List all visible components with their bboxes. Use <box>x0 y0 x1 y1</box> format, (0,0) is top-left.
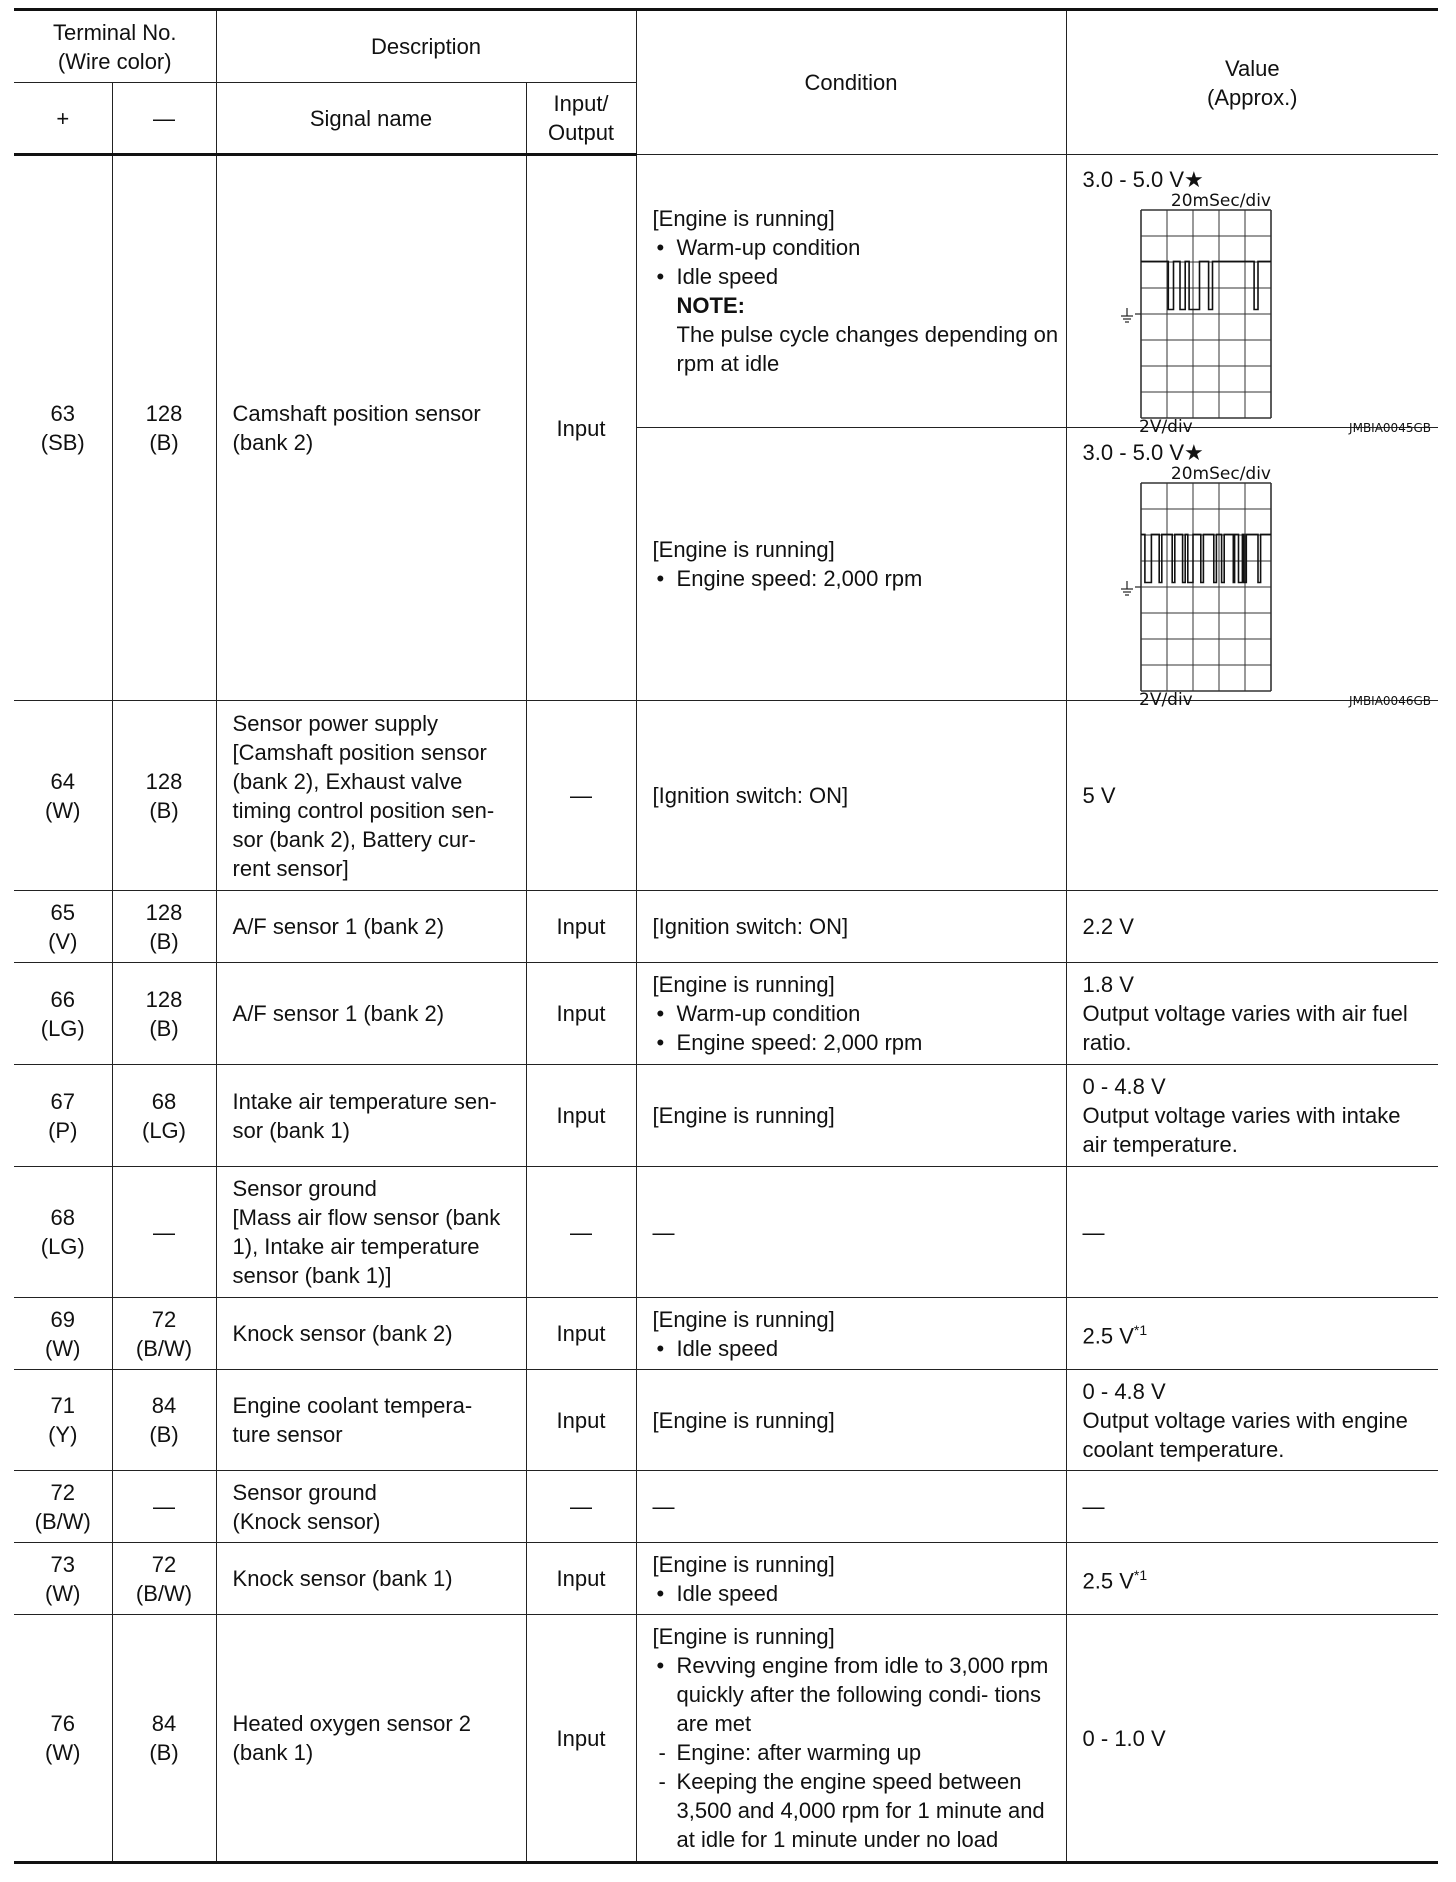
signal-name: Intake air temperature sen- sor (bank 1) <box>216 1065 526 1167</box>
terminal-plus: 65 (V) <box>14 891 112 963</box>
signal-name: Engine coolant tempera- ture sensor <box>216 1370 526 1471</box>
condition-head: [Ignition switch: ON] <box>652 783 849 808</box>
condition-dash-item: - Engine: after warming up <box>653 1738 1060 1767</box>
condition-bullet: • Idle speed <box>653 1334 1060 1363</box>
terminal-plus: 72 (B/W) <box>14 1471 112 1543</box>
value-text: 3.0 - 5.0 V★ <box>1082 167 1204 192</box>
table-row <box>14 701 1438 891</box>
table-row <box>14 1615 1438 1863</box>
value-text: 0 - 1.0 V <box>1082 1725 1166 1751</box>
header-input-output: Input/ Output <box>526 83 636 155</box>
oscilloscope-waveform <box>1067 428 1439 710</box>
terminal-minus: 128 (B) <box>112 891 216 963</box>
condition-cell <box>636 1298 1066 1370</box>
value-text: 5 V <box>1082 783 1116 808</box>
input-output: Input <box>526 1370 636 1471</box>
value-cell <box>1066 891 1438 963</box>
condition-bullet: • Revving engine from idle to 3,000 rpm quickly after the following condi- tions are met <box>653 1651 1060 1738</box>
value-text: 2.5 V <box>1082 1568 1134 1594</box>
terminal-plus: 73 (W) <box>14 1543 112 1615</box>
terminal-minus: 68 (LG) <box>112 1065 216 1167</box>
timebase-label: 20mSec/div <box>1170 464 1271 484</box>
condition-cell <box>636 1543 1066 1615</box>
condition-cell <box>636 701 1066 891</box>
input-output: — <box>526 1167 636 1298</box>
condition-head: [Engine is running] <box>652 1306 835 1332</box>
ground-icon <box>1121 581 1141 595</box>
signal-name: Sensor ground (Knock sensor) <box>216 1471 526 1543</box>
table-row <box>14 1543 1438 1615</box>
terminal-minus: 84 (B) <box>112 1370 216 1471</box>
table-row <box>14 1065 1438 1167</box>
table-row <box>14 891 1438 963</box>
condition-head: [Ignition switch: ON] <box>652 914 849 939</box>
input-output: Input <box>526 963 636 1065</box>
timebase-label: 20mSec/div <box>1170 191 1271 211</box>
vscale-label: 2V/div <box>1138 417 1193 437</box>
terminal-plus: 71 (Y) <box>14 1370 112 1471</box>
value-cell <box>1066 1471 1438 1543</box>
value-cell <box>1066 1167 1438 1298</box>
condition-head: [Engine is running] <box>652 1551 835 1577</box>
condition-cell <box>636 963 1066 1065</box>
signal-name: Sensor ground [Mass air flow sensor (bank 1), Intake air temperature sensor (bank 1)] <box>216 1167 526 1298</box>
condition-bullet: • Idle speed <box>653 262 1060 291</box>
footnote-ref: *1 <box>1133 1322 1148 1339</box>
terminal-minus: — <box>112 1167 216 1298</box>
input-output: Input <box>526 1298 636 1370</box>
terminal-plus: 68 (LG) <box>14 1167 112 1298</box>
signal-name: Heated oxygen sensor 2 (bank 1) <box>216 1615 526 1863</box>
terminal-minus: 128 (B) <box>112 701 216 891</box>
input-output: Input <box>526 1065 636 1167</box>
terminal-plus: 63 (SB) <box>14 155 112 701</box>
ecm-terminal-table <box>14 8 1438 1864</box>
footnote-ref: *1 <box>1133 1567 1148 1584</box>
table-row <box>14 1298 1438 1370</box>
condition-bullet: • Idle speed <box>653 1579 1060 1608</box>
signal-name: Knock sensor (bank 2) <box>216 1298 526 1370</box>
header-condition: Condition <box>636 10 1066 155</box>
value-cell <box>1066 963 1438 1065</box>
terminal-minus: 72 (B/W) <box>112 1298 216 1370</box>
value-text: 0 - 4.8 V Output voltage varies with engine coolant temperature. <box>1082 1378 1408 1462</box>
condition-cell <box>636 428 1066 701</box>
figure-code: JMBIA0045GB <box>1348 421 1431 435</box>
waveform-trace <box>1141 534 1271 582</box>
terminal-minus: — <box>112 1471 216 1543</box>
figure-code: JMBIA0046GB <box>1348 694 1431 708</box>
value-cell <box>1066 701 1438 891</box>
value-text: 0 - 4.8 V Output voltage varies with intake air temperature. <box>1082 1074 1401 1157</box>
condition-bullet: • Engine speed: 2,000 rpm <box>653 1028 1060 1057</box>
signal-name: Knock sensor (bank 1) <box>216 1543 526 1615</box>
terminal-plus: 76 (W) <box>14 1615 112 1863</box>
vscale-label: 2V/div <box>1138 690 1193 710</box>
oscilloscope-waveform <box>1067 155 1439 437</box>
note-title: NOTE: <box>676 293 745 318</box>
condition-head: [Engine is running] <box>652 1407 835 1433</box>
signal-name: Sensor power supply [Camshaft position sensor (bank 2), Exhaust valve timing control position sen- sor (bank 2), Battery cur- rent sensor] <box>216 701 526 891</box>
condition-head: [Engine is running] <box>652 972 835 997</box>
value-cell <box>1066 1615 1438 1863</box>
condition-cell <box>636 1615 1066 1863</box>
condition-cell <box>636 1471 1066 1543</box>
ground-icon <box>1121 308 1141 322</box>
input-output: Input <box>526 155 636 701</box>
input-output: Input <box>526 1543 636 1615</box>
header-plus: + <box>14 83 112 155</box>
value-cell <box>1066 1065 1438 1167</box>
terminal-minus: 128 (B) <box>112 963 216 1065</box>
condition-bullet: • Warm-up condition <box>653 999 1060 1028</box>
condition-head: [Engine is running] <box>652 537 835 562</box>
value-text: 2.5 V <box>1082 1323 1134 1349</box>
condition-cell <box>636 1370 1066 1471</box>
input-output: — <box>526 1471 636 1543</box>
input-output: — <box>526 701 636 891</box>
condition-head: [Engine is running] <box>652 1103 835 1128</box>
table-row <box>14 963 1438 1065</box>
condition-bullet: • Warm-up condition <box>653 233 1060 262</box>
waveform-trace <box>1141 261 1271 309</box>
terminal-minus: 72 (B/W) <box>112 1543 216 1615</box>
value-text: — <box>1082 1494 1105 1519</box>
value-cell <box>1066 1298 1438 1370</box>
terminal-minus: 84 (B) <box>112 1615 216 1863</box>
table-row <box>14 1471 1438 1543</box>
header-terminal: Terminal No. (Wire color) <box>14 10 216 83</box>
signal-name: Camshaft position sensor (bank 2) <box>216 155 526 701</box>
terminal-plus: 69 (W) <box>14 1298 112 1370</box>
table-row <box>14 1370 1438 1471</box>
value-cell <box>1066 428 1438 710</box>
table-row <box>14 1167 1438 1298</box>
input-output: Input <box>526 1615 636 1863</box>
terminal-minus: 128 (B) <box>112 155 216 701</box>
condition-cell <box>636 891 1066 963</box>
header-signal-name: Signal name <box>216 83 526 155</box>
header-description: Description <box>216 10 636 83</box>
condition-cell <box>636 155 1066 428</box>
input-output: Input <box>526 891 636 963</box>
condition-head: [Engine is running] <box>652 1624 835 1649</box>
table-row <box>14 155 1438 428</box>
condition-cell <box>636 1167 1066 1298</box>
signal-name: A/F sensor 1 (bank 2) <box>216 891 526 963</box>
condition-head: [Engine is running] <box>652 206 835 231</box>
condition-head: — <box>652 1219 675 1245</box>
terminal-plus: 66 (LG) <box>14 963 112 1065</box>
value-text: 3.0 - 5.0 V★ <box>1082 440 1204 465</box>
header-minus: — <box>112 83 216 155</box>
value-cell <box>1066 155 1438 437</box>
header-value: Value (Approx.) <box>1066 10 1438 155</box>
value-text: 1.8 V Output voltage varies with air fuel ratio. <box>1082 972 1408 1055</box>
condition-dash-item: - Keeping the engine speed between 3,500 and 4,000 rpm for 1 minute and at idle for 1 minute under no load <box>653 1767 1060 1854</box>
terminal-plus: 67 (P) <box>14 1065 112 1167</box>
condition-bullet: • Engine speed: 2,000 rpm <box>653 564 1060 593</box>
note-text: The pulse cycle changes depending on rpm at idle <box>676 322 1059 376</box>
value-cell <box>1066 1370 1438 1471</box>
terminal-plus: 64 (W) <box>14 701 112 891</box>
signal-name: A/F sensor 1 (bank 2) <box>216 963 526 1065</box>
value-text: — <box>1082 1219 1105 1245</box>
condition-head: — <box>652 1494 675 1519</box>
condition-cell <box>636 1065 1066 1167</box>
value-cell <box>1066 1543 1438 1615</box>
value-text: 2.2 V <box>1082 914 1134 939</box>
